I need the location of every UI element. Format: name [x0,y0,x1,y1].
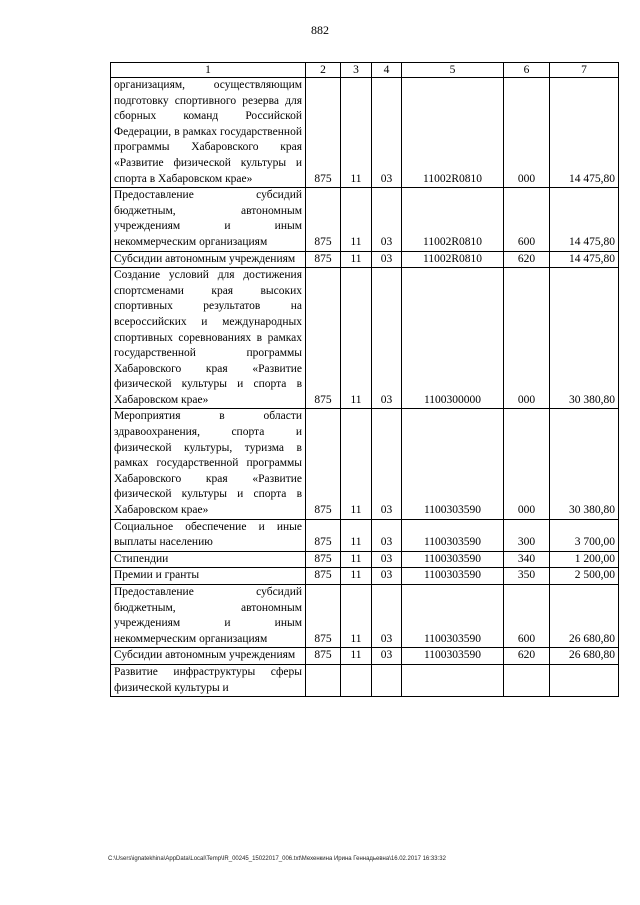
cell-section: 11 [341,268,372,409]
cell-subsection: 03 [372,78,402,188]
row-description: Создание условий для достижения спортсменами края высоких спортивных результатов на всероссийских и международных спортивных соревнованиях в рамках государственной программы Хабаровского края «Развитие физической культуры и спорта в Хабаровском крае» [111,268,306,409]
cell-subsection: 03 [372,251,402,268]
table-row [111,519,619,551]
cell-subsection: 03 [372,268,402,409]
cell-target-article: 11002R0810 [402,188,504,251]
row-description: Субсидии автономным учреждениям [111,648,306,665]
column-header: 5 [402,63,504,78]
cell-ministry-code: 875 [306,78,341,188]
cell-target-article: 1100303590 [402,519,504,551]
cell-section: 11 [341,568,372,585]
cell-subsection [372,664,402,696]
cell-subsection: 03 [372,519,402,551]
cell-subsection: 03 [372,188,402,251]
column-header: 7 [550,63,619,78]
table-row [111,78,619,188]
cell-subsection: 03 [372,585,402,648]
cell-ministry-code: 875 [306,648,341,665]
cell-target-article: 1100303590 [402,648,504,665]
row-description: организациям, осуществляющим подготовку спортивного резерва для сборных команд Российской Федерации, в рамках государственной программы Хабаровского края «Развитие физической культуры и спорта в Хабаровском крае» [111,78,306,188]
cell-amount [550,664,619,696]
cell-expense-type: 350 [504,568,550,585]
cell-amount: 30 380,80 [550,268,619,409]
cell-expense-type [504,664,550,696]
cell-ministry-code: 875 [306,251,341,268]
table-row [111,268,619,409]
cell-amount: 26 680,80 [550,648,619,665]
cell-target-article [402,664,504,696]
cell-target-article: 1100303590 [402,585,504,648]
table-row [111,188,619,251]
table-row [111,664,619,696]
cell-expense-type: 620 [504,251,550,268]
cell-subsection: 03 [372,409,402,519]
row-description: Премии и гранты [111,568,306,585]
cell-subsection: 03 [372,568,402,585]
page-number: 882 [311,23,329,37]
cell-expense-type: 600 [504,188,550,251]
cell-ministry-code: 875 [306,519,341,551]
cell-amount: 14 475,80 [550,78,619,188]
cell-amount: 1 200,00 [550,551,619,568]
table-row [111,568,619,585]
row-description: Субсидии автономным учреждениям [111,251,306,268]
row-description: Стипендии [111,551,306,568]
budget-table [110,62,619,697]
table-row [111,648,619,665]
cell-section: 11 [341,188,372,251]
row-description: Предоставление субсидий бюджетным, автономным учреждениям и иным некоммерческим организациям [111,585,306,648]
cell-ministry-code [306,664,341,696]
cell-ministry-code: 875 [306,568,341,585]
cell-section: 11 [341,519,372,551]
cell-ministry-code: 875 [306,409,341,519]
cell-expense-type: 620 [504,648,550,665]
cell-amount: 26 680,80 [550,585,619,648]
cell-expense-type: 000 [504,78,550,188]
cell-section: 11 [341,585,372,648]
table-row [111,551,619,568]
cell-expense-type: 600 [504,585,550,648]
cell-amount: 14 475,80 [550,188,619,251]
cell-expense-type: 000 [504,268,550,409]
cell-ministry-code: 875 [306,551,341,568]
cell-section: 11 [341,409,372,519]
cell-expense-type: 340 [504,551,550,568]
table-row [111,251,619,268]
cell-subsection: 03 [372,648,402,665]
cell-section: 11 [341,251,372,268]
cell-section [341,664,372,696]
row-description: Предоставление субсидий бюджетным, автономным учреждениям и иным некоммерческим организациям [111,188,306,251]
cell-target-article: 1100300000 [402,268,504,409]
cell-amount: 14 475,80 [550,251,619,268]
file-path-footer: C:\Users\ignatekhina\AppData\Local\Temp\IR_00245_15022017_006.txt\Мехенкина Ирина Геннадьевна\16.02.2017 16:33:32 [108,856,446,862]
cell-expense-type: 300 [504,519,550,551]
table-row [111,585,619,648]
cell-section: 11 [341,551,372,568]
cell-section: 11 [341,648,372,665]
row-description: Развитие инфраструктуры сферы физической культуры и [111,664,306,696]
column-header: 1 [111,63,306,78]
column-header: 3 [341,63,372,78]
cell-ministry-code: 875 [306,585,341,648]
cell-amount: 3 700,00 [550,519,619,551]
cell-expense-type: 000 [504,409,550,519]
cell-subsection: 03 [372,551,402,568]
cell-target-article: 11002R0810 [402,78,504,188]
column-header: 4 [372,63,402,78]
cell-target-article: 1100303590 [402,568,504,585]
row-description: Мероприятия в области здравоохранения, спорта и физической культуры, туризма в рамках государственной программы Хабаровского края «Развитие физической культуры и спорта в Хабаровском крае» [111,409,306,519]
column-header: 6 [504,63,550,78]
cell-section: 11 [341,78,372,188]
header-row [111,63,619,78]
cell-ministry-code: 875 [306,188,341,251]
cell-target-article: 1100303590 [402,551,504,568]
cell-target-article: 1100303590 [402,409,504,519]
cell-target-article: 11002R0810 [402,251,504,268]
cell-ministry-code: 875 [306,268,341,409]
table-row [111,409,619,519]
cell-amount: 2 500,00 [550,568,619,585]
row-description: Социальное обеспечение и иные выплаты населению [111,519,306,551]
cell-amount: 30 380,80 [550,409,619,519]
column-header: 2 [306,63,341,78]
